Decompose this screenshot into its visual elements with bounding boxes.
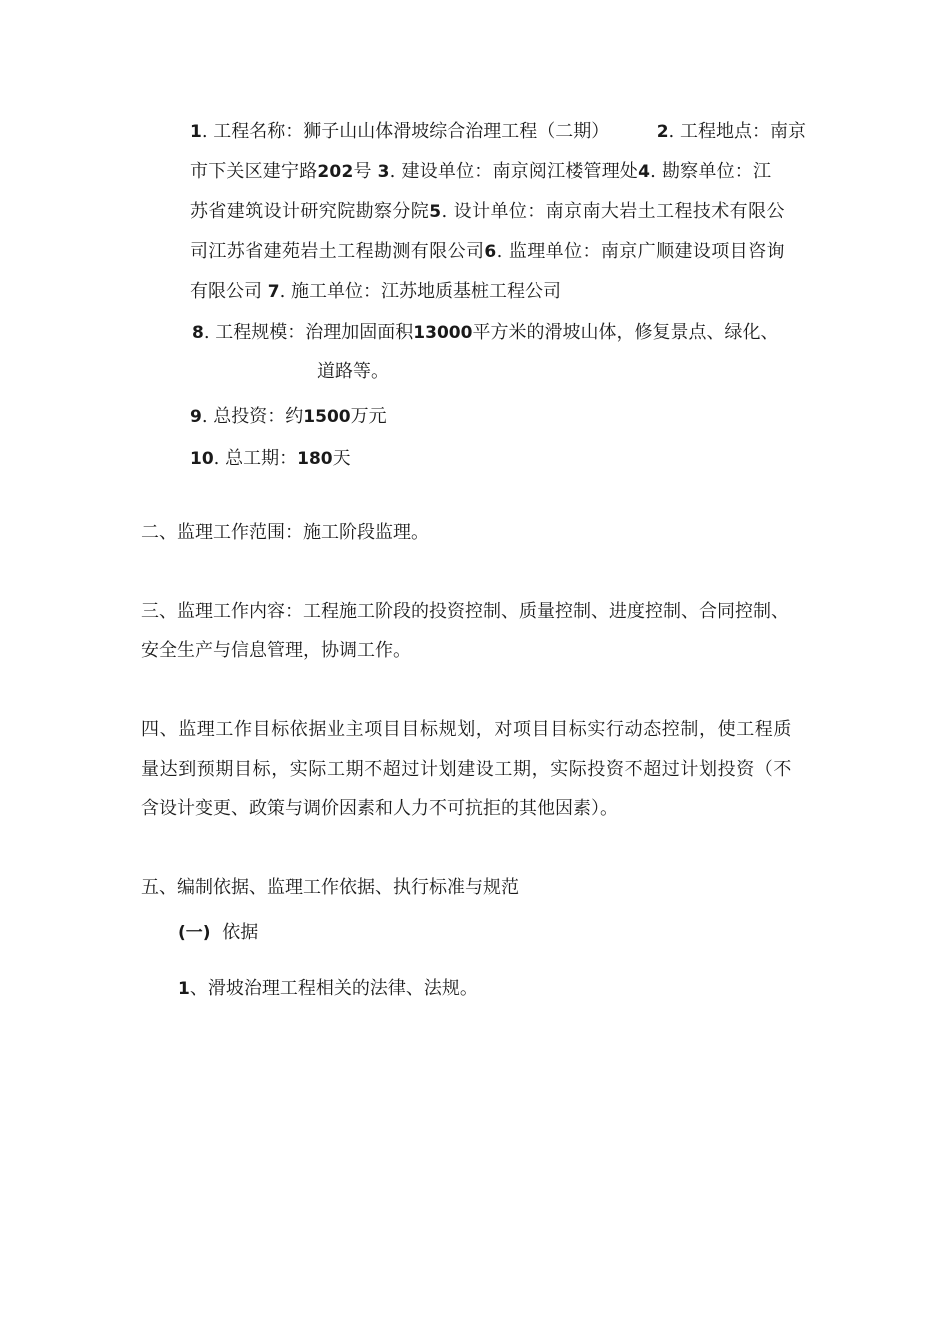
- item-number: 9: [190, 407, 202, 427]
- design-unit-text: . 设计单位：南京南大岩土工程技术有限公: [441, 201, 785, 222]
- item-number: 7: [267, 282, 280, 302]
- investment-unit: 万元: [350, 406, 387, 427]
- section-3-text: 三、监理工作内容：工程施工阶段的投资控制、质量控制、进度控制、合同控制、: [141, 601, 789, 622]
- section-4-text: 四、监理工作目标依据业主项目目标规划，对项目目标实行动态控制，使工程质: [141, 719, 792, 740]
- section-2-text: 二、监理工作范围：施工阶段监理。: [141, 522, 429, 543]
- section-5-title: [141, 873, 519, 903]
- duration-label: . 总工期：: [213, 448, 298, 469]
- section-5-title-text: 五、编制依据、监理工作依据、执行标准与规范: [141, 877, 519, 898]
- item-number: 5: [429, 202, 442, 222]
- survey-unit-text: . 勘察单位：江: [650, 161, 772, 182]
- section-5-item-1: [178, 974, 478, 1004]
- item-9: [190, 402, 387, 432]
- location-text: 市下关区建宁路: [190, 161, 318, 182]
- scale-label: . 工程规模：治理加固面积: [203, 322, 414, 343]
- section-4-text: 量达到预期目标，实际工期不超过计划建设工期，实际投资不超过计划投资（不: [141, 759, 792, 780]
- project-info-line-3: [190, 197, 812, 227]
- scale-text: 平方米的滑坡山体，修复景点、绿化、: [472, 322, 779, 343]
- section-2: [141, 518, 429, 548]
- item-10: [190, 444, 351, 474]
- item-number: 2: [656, 122, 669, 142]
- section-3-line-2: [141, 636, 411, 666]
- owner-text: . 建设单位：南京阅江楼管理处: [389, 161, 639, 182]
- law-item-text: 、滑坡治理工程相关的法律、法规。: [189, 978, 478, 999]
- section-3-line-1: [141, 597, 789, 627]
- section-4-text: 含设计变更、政策与调价因素和人力不可抗拒的其他因素）。: [141, 798, 618, 819]
- project-name-text: . 工程名称：狮子山山体滑坡综合治理工程（二期）: [201, 121, 610, 142]
- section-3-text: 安全生产与信息管理，协调工作。: [141, 640, 411, 661]
- project-location-text: . 工程地点：南京: [668, 121, 806, 142]
- supervision-unit-text: . 监理单位：南京广顺建设项目咨询: [496, 241, 785, 262]
- duration-value: 180: [297, 449, 333, 469]
- item-number: 6: [484, 242, 497, 262]
- item-number: 10: [190, 449, 214, 469]
- project-info-line-4: [190, 237, 812, 267]
- project-info-line-5: [190, 277, 561, 307]
- item-number: 8: [192, 323, 204, 343]
- sub-heading-number: (一): [178, 923, 211, 943]
- item-number: 1: [190, 122, 202, 142]
- section-4-line-3: [141, 794, 618, 824]
- item-number: 4: [638, 162, 651, 182]
- address-number: 202: [317, 162, 354, 182]
- survey-unit-name: 苏省建筑设计研究院勘察分院: [190, 201, 430, 222]
- item-8-continued: [317, 357, 389, 387]
- investment-value: 1500: [303, 407, 351, 427]
- item-number: 3: [377, 162, 390, 182]
- section-5-sub-1: [178, 918, 258, 948]
- sub-heading-text: 依据: [222, 922, 259, 943]
- construction-unit-text: . 施工单位：江苏地质基桩工程公司: [279, 281, 562, 302]
- item-number: 1: [178, 979, 190, 999]
- project-info-line-2: [190, 157, 812, 187]
- scale-text-continued: 道路等。: [317, 361, 389, 382]
- design-unit-name: 司江苏省建苑岩土工程勘测有限公司: [190, 241, 485, 262]
- project-info-line-1: [190, 117, 806, 147]
- hao-text: 号: [353, 161, 372, 182]
- item-8: [192, 318, 778, 348]
- investment-label: . 总投资：约: [201, 406, 304, 427]
- supervision-unit-name: 有限公司: [190, 281, 262, 302]
- area-value: 13000: [413, 323, 473, 343]
- duration-unit: 天: [332, 448, 351, 469]
- section-4-line-1: [141, 715, 792, 745]
- section-4-line-2: [141, 755, 792, 785]
